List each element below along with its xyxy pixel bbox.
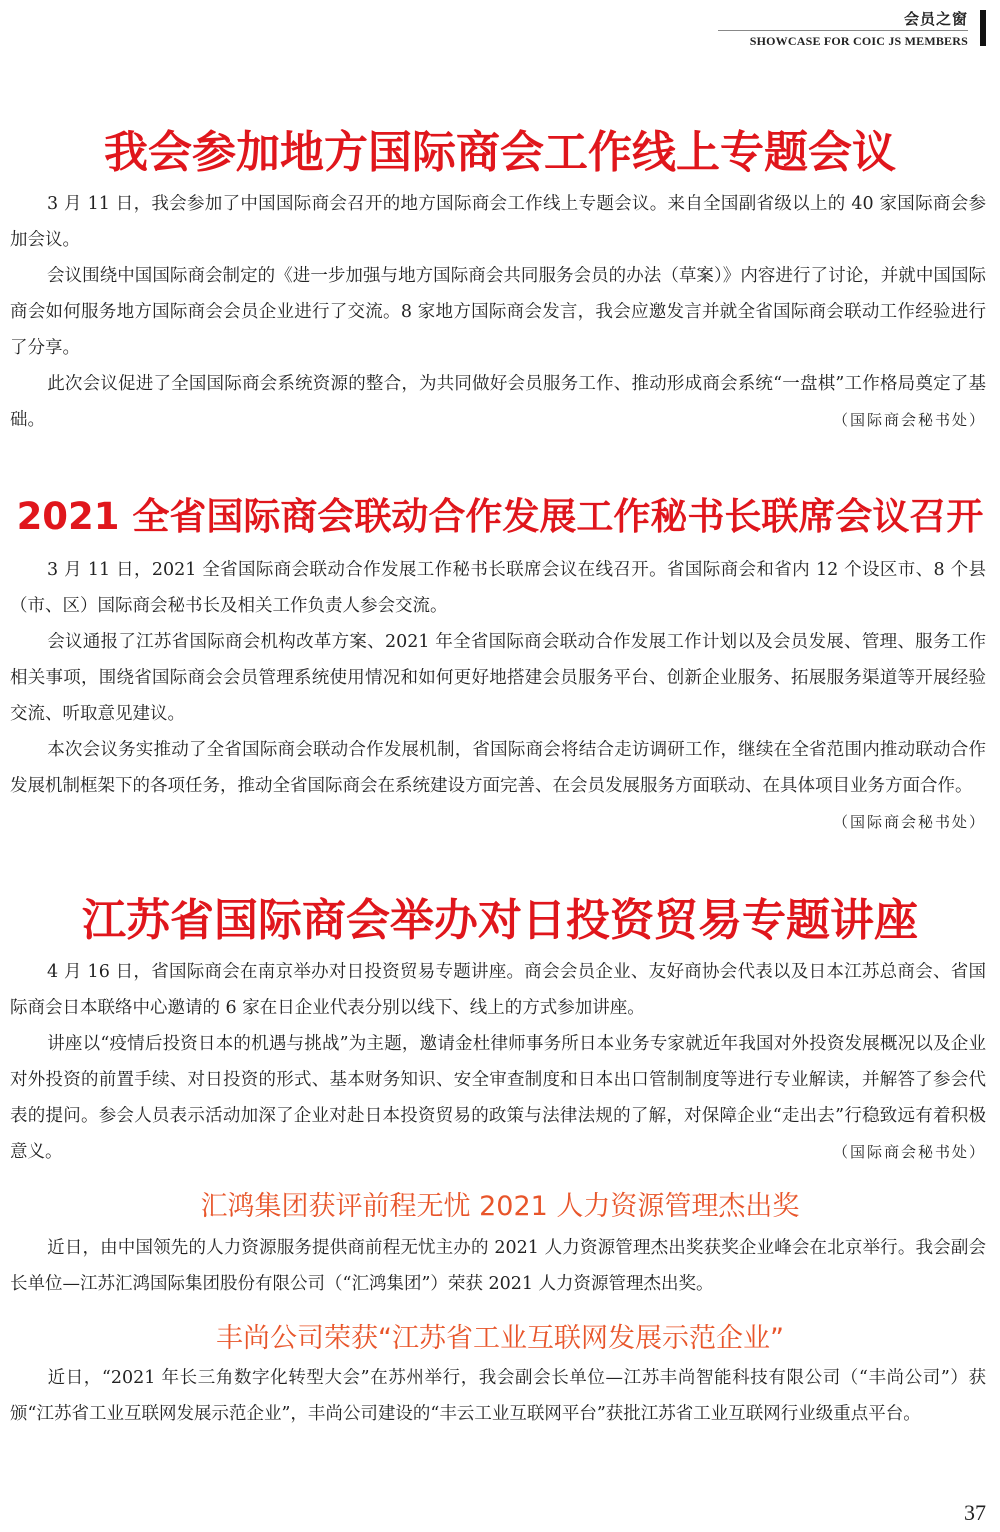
header-divider xyxy=(718,30,968,31)
section-title-en: SHOWCASE FOR COIC JS MEMBERS xyxy=(749,34,968,48)
header-side-bar xyxy=(980,10,986,46)
article2-paragraph-2: 会议通报了江苏省国际商会机构改革方案、2021 年全省国际商会联动合作发展工作计划以及会员发展、管理、服务工作相关事项，围绕省国际商会会员管理系统使用情况和如何更好地搭建会员服务平台、创新企业服务、拓展服务渠道等开展经验交流、听取意见建议。 xyxy=(10,632,986,724)
section-title-cn: 会员之窗 xyxy=(903,10,968,28)
page-header xyxy=(586,8,986,48)
article1-paragraph-2: 会议围绕中国国际商会制定的《进一步加强与地方国际商会共同服务会员的办法（草案）》内容进行了讨论，并就中国国际商会如何服务地方国际商会会员企业进行了交流。8 家地方国际商会发言，我会应邀发言并就全省国际商会联动工作经验进行了分享。 xyxy=(10,266,986,358)
article3-paragraph-2: 讲座以“疫情后投资日本的机遇与挑战”为主题，邀请金杜律师事务所日本业务专家就近年我国对外投资发展概况以及企业对外投资的前置手续、对日投资的形式、基本财务知识、安全审查制度和日本出口管制制度等进行专业解读，并解答了参会代表的提问。参会人员表示活动加深了企业对赴日本投资贸易的政策与法律法规的了解，对保障企业“走出去”行稳致远有着积极意义。 （国际商会秘书处） xyxy=(10,1026,986,1170)
article3-signature: （国际商会秘书处） xyxy=(832,1143,986,1161)
article5-title: 丰尚公司荣获“江苏省工业互联网发展示范企业” xyxy=(216,1323,784,1354)
article4-paragraph-1: 近日，由中国领先的人力资源服务提供商前程无忧主办的 2021 人力资源管理杰出奖获奖企业峰会在北京举行。我会副会长单位—江苏汇鸿国际集团股份有限公司（“汇鸿集团”）荣获 2021 人力资源管理杰出奖。 xyxy=(10,1238,986,1294)
article4-title: 汇鸿集团获评前程无忧 2021 人力资源管理杰出奖 xyxy=(200,1191,800,1222)
article1-signature: （国际商会秘书处） xyxy=(832,411,986,429)
article3-paragraph-1: 4 月 16 日，省国际商会在南京举办对日投资贸易专题讲座。商会会员企业、友好商协会代表以及日本江苏总商会、省国际商会日本联络中心邀请的 6 家在日企业代表分别以线下、线上的方式参加讲座。 xyxy=(10,962,986,1018)
article1-paragraph-1: 3 月 11 日，我会参加了中国国际商会召开的地方国际商会工作线上专题会议。来自全国副省级以上的 40 家国际商会参加会议。 xyxy=(10,194,986,250)
article5-paragraph-1: 近日，“2021 年长三角数字化转型大会”在苏州举行，我会副会长单位—江苏丰尚智能科技有限公司（“丰尚公司”）获颁“江苏省工业互联网发展示范企业”，丰尚公司建设的“丰云工业互联网平台”获批江苏省工业互联网行业级重点平台。 xyxy=(10,1368,986,1424)
article2-signature: （国际商会秘书处） xyxy=(832,813,986,831)
article3-title: 江苏省国际商会举办对日投资贸易专题讲座 xyxy=(82,895,918,946)
article2-title: 2021 全省国际商会联动合作发展工作秘书长联席会议召开 xyxy=(16,495,984,538)
article1-title: 我会参加地方国际商会工作线上专题会议 xyxy=(104,127,896,178)
page-number: 37 xyxy=(964,1500,986,1525)
article2-paragraph-3: 本次会议务实推动了全省国际商会联动合作发展机制，省国际商会将结合走访调研工作，继续在全省范围内推动联动合作发展机制框架下的各项任务，推动全省国际商会在系统建设方面完善、在会员发展服务方面联动、在具体项目业务方面合作。 （国际商会秘书处） xyxy=(10,732,986,840)
article1-paragraph-3: 此次会议促进了全国国际商会系统资源的整合，为共同做好会员服务工作、推动形成商会系统“一盘棋”工作格局奠定了基础。 （国际商会秘书处） xyxy=(10,366,986,438)
article2-paragraph-1: 3 月 11 日，2021 全省国际商会联动合作发展工作秘书长联席会议在线召开。省国际商会和省内 12 个设区市、8 个县（市、区）国际商会秘书长及相关工作负责人参会交流。 xyxy=(10,560,986,616)
